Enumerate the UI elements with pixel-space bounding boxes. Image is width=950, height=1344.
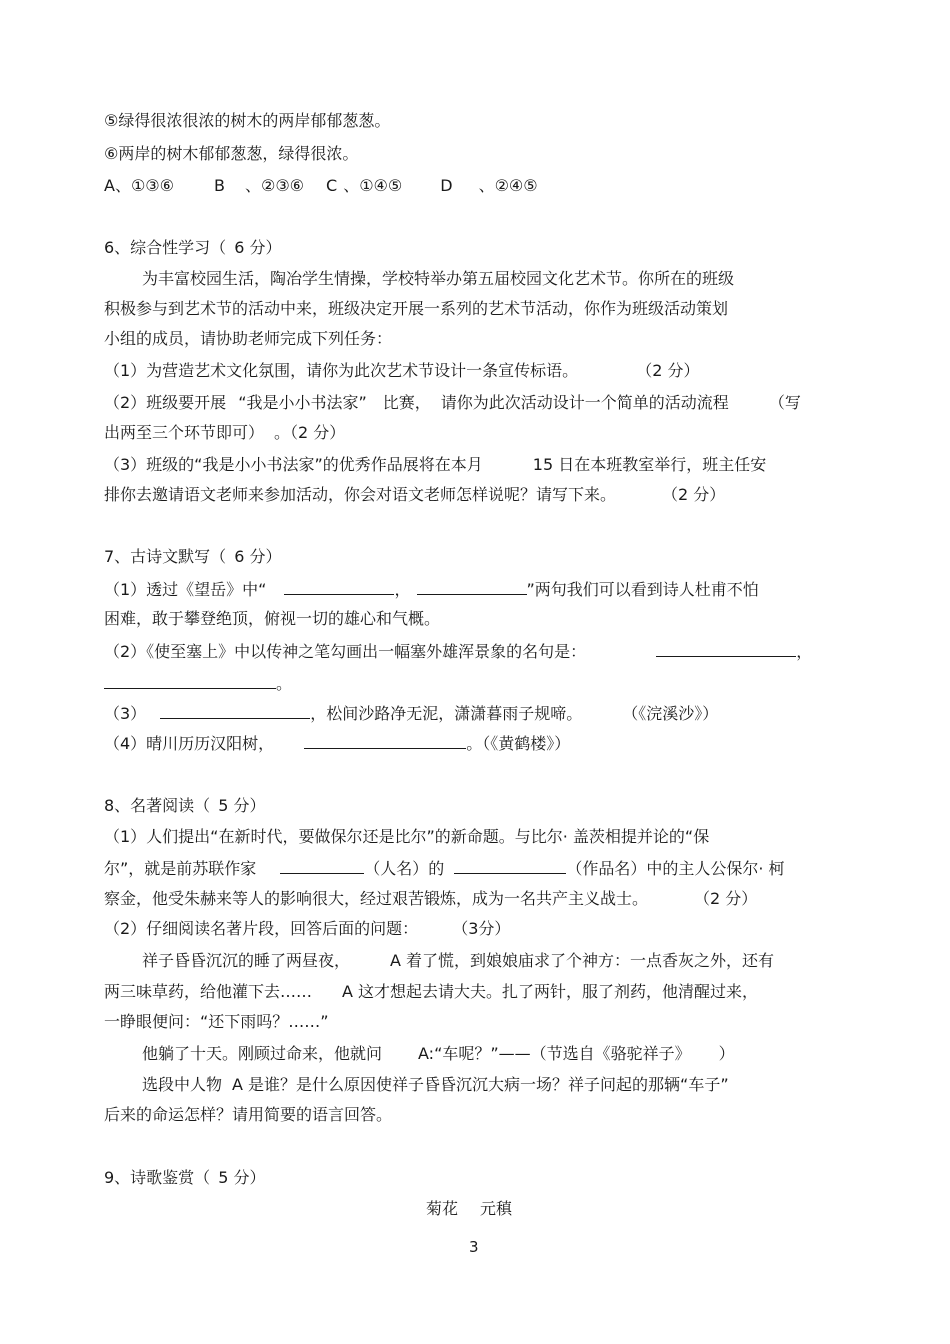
answer-blank[interactable] [454, 857, 566, 874]
choice-d-text: 、②④⑤ [478, 176, 538, 195]
q8-question-2: 后来的命运怎样？请用简要的语言回答。 [104, 1105, 393, 1124]
answer-blank[interactable] [304, 732, 466, 749]
q8-passage-4-c: ） [718, 1044, 735, 1063]
q7-line-2: 困难，敢于攀登绝顶，俯视一切的雄心和气概。 [104, 609, 441, 628]
q9-heading [104, 1167, 265, 1189]
q6-task-1 [104, 360, 699, 382]
q5-option-5: ⑤绿得很浓很浓的树木的两岸郁郁葱葱。 [104, 111, 391, 130]
q6-paragraph-3: 小组的成员，请协助老师完成下列任务： [104, 329, 393, 348]
q7-line-1-c: ”两句我们可以看到诗人杜甫不怕 [526, 580, 759, 599]
q8-passage-4 [142, 1043, 735, 1065]
choice-a: A、①③⑥ [104, 176, 174, 195]
answer-blank[interactable] [656, 640, 796, 657]
q6-paragraph-2: 积极参与到艺术节的活动中来，班级决定开展一系列的艺术节活动，你作为班级活动策划 [104, 299, 729, 318]
q8-question-1-a: 选段中人物 [142, 1075, 223, 1094]
choice-c-text: 、①④⑤ [343, 176, 403, 195]
q6-heading [104, 237, 281, 259]
choice-b: B [213, 176, 225, 195]
q8-title: 8、名著阅读（ [104, 796, 211, 815]
q8-line-4-a: （2）仔细阅读名著片段，回答后面的问题： [104, 919, 419, 938]
q8-line-2-a: 尔”，就是前苏联作家 [104, 859, 257, 878]
q9-score: 5 分） [218, 1168, 266, 1187]
q7-line-1-comma: ， [394, 580, 411, 599]
choice-d: D [440, 176, 453, 195]
q8-line-2 [104, 857, 785, 880]
q7-line-6-b: 。（《黄鹤楼》） [466, 734, 571, 753]
choice-b-text: 、②③⑥ [244, 176, 305, 195]
q7-line-3-a: （2）《使至塞上》中以传神之笔勾画出一幅塞外雄浑景象的名句是： [104, 642, 587, 661]
answer-blank[interactable] [284, 578, 394, 595]
q8-passage-2 [104, 981, 758, 1003]
q7-line-1-a: （1）透过《望岳》中“ [104, 580, 267, 599]
q8-question-1 [142, 1074, 729, 1096]
q6-task-3-c: 排你去邀请语文老师来参加活动，你会对语文老师怎样说呢？请写下来。 [104, 485, 617, 504]
q8-line-1: （1）人们提出“在新时代，要做保尔还是比尔”的新命题。与比尔· 盖茨相提并论的“保 [104, 827, 710, 846]
q5-option-6: ⑥两岸的树木郁郁葱葱，绿得很浓。 [104, 144, 359, 163]
q6-task-2-e: （写 [768, 393, 801, 412]
q7-line-4 [104, 672, 292, 695]
q8-passage-4-b: A:“车呢？”——（节选自《骆驼祥子》 [418, 1044, 691, 1063]
q8-line-4-score: （3分） [452, 919, 511, 938]
q8-score: 5 分） [218, 796, 266, 815]
q6-task-3-a: （3）班级的“我是小小书法家”的优秀作品展将在本月 [104, 455, 483, 474]
q8-passage-2-b: A 这才想起去请大夫。扎了两针，服了剂药，他清醒过来， [342, 982, 759, 1001]
q8-line-3 [104, 888, 757, 910]
answer-blank[interactable] [417, 578, 527, 595]
q6-task-2-g: 。（2 分） [274, 423, 346, 442]
q7-line-3-comma: ， [796, 642, 813, 661]
q8-line-3-a: 察金，他受朱赫来等人的影响很大，经过艰苦锻炼，成为一名共产主义战士。 [104, 889, 649, 908]
q7-score: 6 分） [234, 547, 282, 566]
choice-c: C [326, 176, 338, 195]
q7-line-3 [104, 640, 812, 663]
q8-passage-1 [142, 950, 774, 972]
q6-task-2-cont [104, 422, 345, 444]
poem-title: 菊花 [426, 1199, 459, 1218]
q6-task-3-cont [104, 484, 725, 506]
q6-score: 6 分） [234, 238, 282, 257]
q6-task-2-d: 请你为此次活动设计一个简单的活动流程 [440, 393, 729, 412]
q6-task-2-b: “我是小小书法家” [238, 393, 367, 412]
q6-paragraph-1: 为丰富校园生活，陶冶学生情操，学校特举办第五届校园文化艺术节。你所在的班级 [142, 269, 735, 288]
q7-line-6-a: （4）晴川历历汉阳树， [104, 734, 275, 753]
q7-line-4-period: 。 [276, 674, 293, 693]
answer-blank[interactable] [104, 672, 276, 689]
q7-line-6 [104, 732, 570, 755]
q8-heading [104, 795, 265, 817]
q5-choices [104, 175, 538, 197]
q8-passage-4-a: 他躺了十天。刚顾过命来，他就问 [142, 1044, 383, 1063]
q7-line-1 [104, 578, 759, 601]
q8-passage-1-a: 祥子昏昏沉沉的睡了两昼夜， [142, 951, 351, 970]
q6-task-2-f: 出两至三个环节即可） [104, 423, 265, 442]
q6-task-3 [104, 454, 766, 476]
q6-task-2 [104, 392, 801, 414]
q8-line-3-score: （2 分） [694, 889, 758, 908]
q6-title: 6、综合性学习（ [104, 238, 227, 257]
q6-task-1-score: （2 分） [636, 361, 700, 380]
page-number: 3 [469, 1238, 479, 1256]
answer-blank[interactable] [280, 857, 364, 874]
q8-line-2-c: （作品名）中的主人公保尔· 柯 [566, 859, 785, 878]
q7-heading [104, 546, 281, 568]
q8-passage-2-a: 两三味草药，给他灌下去…… [104, 982, 313, 1001]
q8-line-2-b: （人名）的 [364, 859, 445, 878]
q7-line-5 [104, 702, 718, 725]
q6-task-3-score: （2 分） [662, 485, 726, 504]
q7-line-5-c: （《浣溪沙》） [622, 704, 719, 723]
q6-task-2-c: 比赛， [382, 393, 431, 412]
q7-line-5-a: （3） [104, 704, 147, 723]
q8-passage-1-b: A 着了慌，到娘娘庙求了个神方：一点香灰之外，还有 [390, 951, 775, 970]
q6-task-2-a: （2）班级要开展 [104, 393, 227, 412]
answer-blank[interactable] [160, 702, 310, 719]
poem-author: 元稹 [480, 1199, 513, 1218]
q8-passage-3: 一睁眼便问：“还下雨吗？……” [104, 1012, 329, 1031]
q8-question-1-b: A 是谁？是什么原因使祥子昏昏沉沉大病一场？祥子问起的那辆“车子” [232, 1075, 729, 1094]
q6-task-1-text: （1）为营造艺术文化氛围，请你为此次艺术节设计一条宣传标语。 [104, 361, 579, 380]
q6-task-3-b: 15 日在本班教室举行，班主任安 [532, 455, 767, 474]
q7-line-5-b: ，松间沙路净无泥，潇潇暮雨子规啼。 [310, 704, 583, 723]
q8-line-4 [104, 918, 510, 940]
poem-heading [426, 1198, 512, 1220]
q9-title: 9、诗歌鉴赏（ [104, 1168, 211, 1187]
q7-title: 7、古诗文默写（ [104, 547, 227, 566]
